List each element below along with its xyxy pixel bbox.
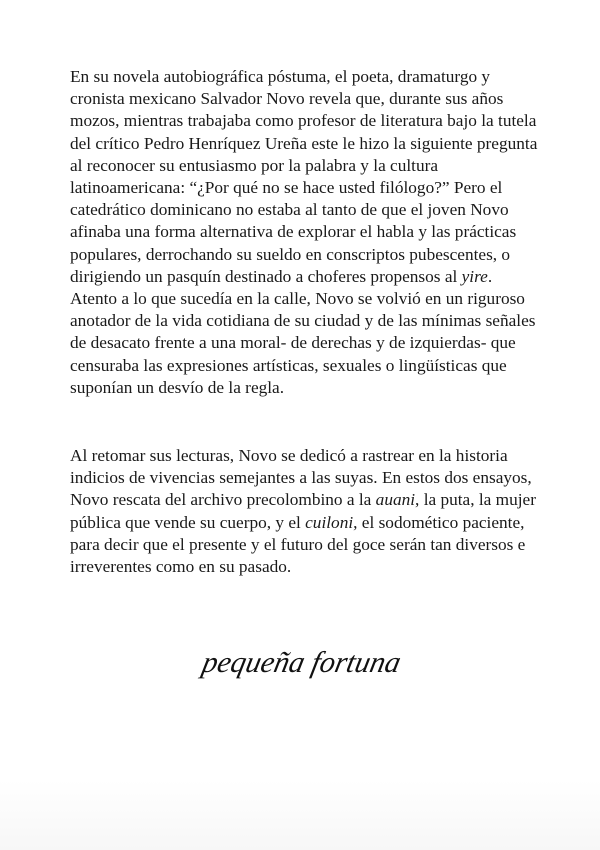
- signature-script: [180, 642, 420, 692]
- page-bottom-shadow: [0, 780, 600, 850]
- signature-logo: [0, 642, 600, 692]
- paragraph-1-text-a: En su novela autobiográfica póstuma, el poeta, dramaturgo y cronista mexicano Salvador Novo revela que, durante sus años mozos, mientras trabajaba como profesor de literatura bajo la tutela del crítico Pedro Henríquez Ureña este le hizo la siguiente pregunta al reconocer su entusiasmo por la palabra y la cultura latinoamericana: “¿Por qué no se hace usted filólogo?” Pero el catedrático dominicano no estaba al tanto de que el joven Novo afinaba una forma alternativa de explorar el habla y las prácticas populares, derrochando su sueldo en conscriptos pubescentes, o dirigiendo un pasquín destinado a choferes propensos al: [70, 67, 538, 286]
- signature-text: pequeña fortuna: [199, 645, 405, 679]
- paragraph-2-text-c: , el sodomético paciente, para decir que el presente y el futuro del goce serán tan diversos e irreverentes como en su pasado.: [70, 512, 526, 577]
- paragraph-2-text-b: , la puta, la mujer pública que vende su cuerpo, y el: [70, 490, 536, 532]
- paragraph-2-text-a: Al retomar sus lecturas, Novo se dedicó a rastrear en la historia indicios de vivencias semejantes a las suyas. En estos dos ensayos, Novo rescata del archivo precolombino a la: [70, 446, 532, 510]
- paragraph-2: [70, 445, 540, 578]
- paragraph-1-text-b: . Atento a lo que sucedía en la calle, Novo se volvió en un riguroso anotador de la vida cotidiana de su ciudad y de las mínimas señales de desacato frente a una moral- de derechas y de izquierdas- que censuraba las expresiones artísticas, sexuales o lingüísticas que suponían un desvío de la regla.: [70, 266, 536, 397]
- italic-term-yire: yire: [461, 266, 488, 286]
- paragraph-1: [70, 66, 540, 399]
- italic-term-cuiloni: cuiloni: [305, 512, 354, 532]
- italic-term-auani: auani: [375, 490, 416, 510]
